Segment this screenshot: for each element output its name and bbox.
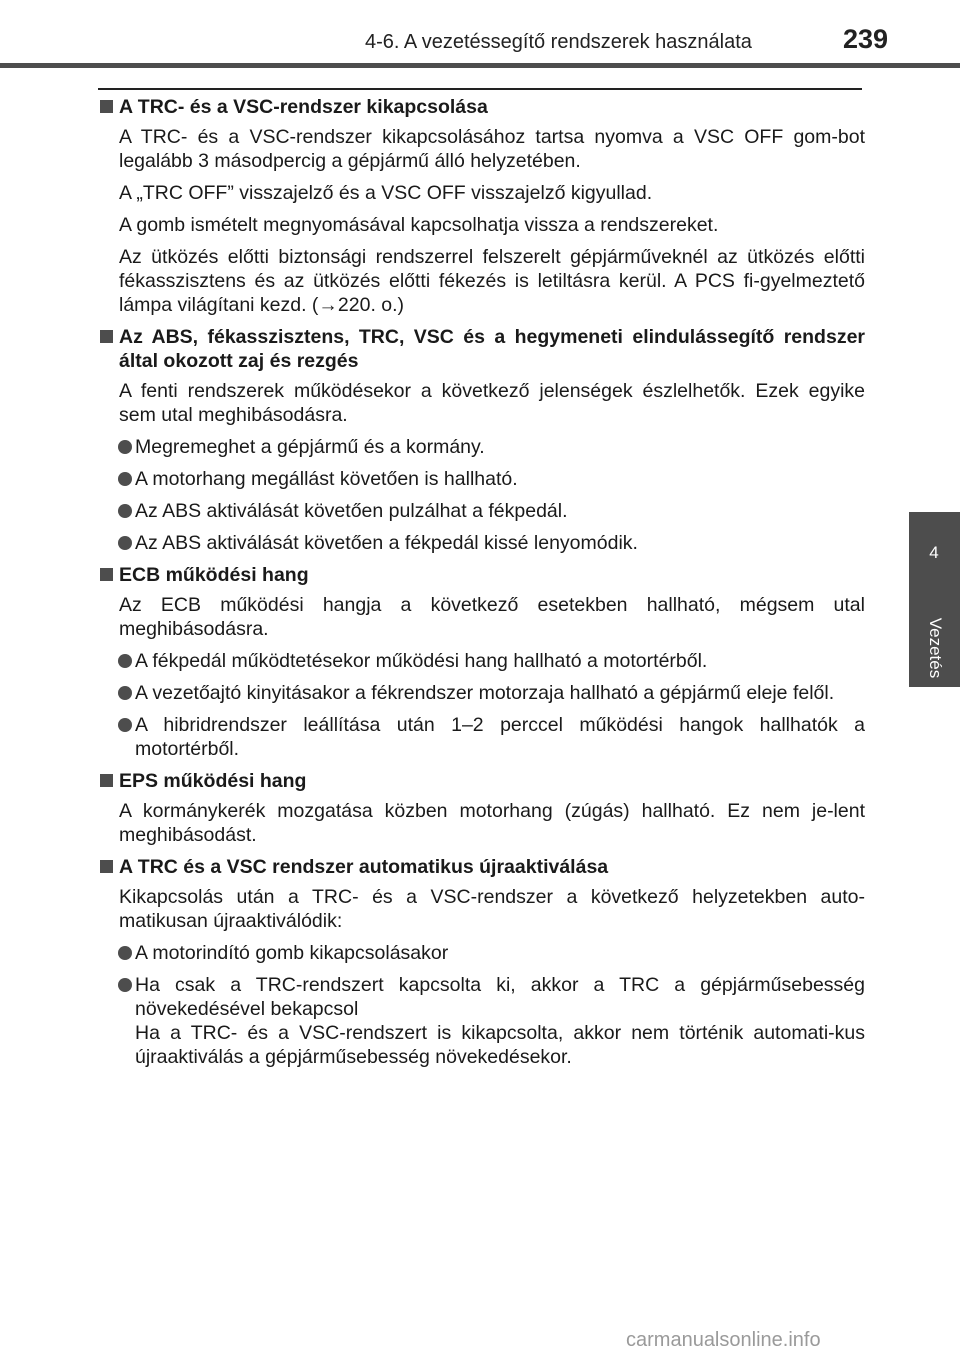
list-item: A motorhang megállást követően is hallható. [99,467,865,491]
list-item: Ha csak a TRC-rendszert kapcsolta ki, akkor a TRC a gépjárműsebesség növekedésével bekapcsol Ha a TRC- és a VSC-rendszert is kikapcsolta, akkor nem történik automati-kus újraaktiválás a gépjárműsebesség növekedésekor. [99,973,865,1069]
section-title: Az ABS, fékasszisztens, TRC, VSC és a hegymeneti elindulássegítő rendszer által okozott zaj és rezgés [99,325,865,373]
round-bullet-icon [118,686,132,700]
round-bullet-icon [118,504,132,518]
section-title: A TRC és a VSC rendszer automatikus újraaktiválása [99,855,865,879]
round-bullet-icon [118,978,132,992]
chapter-label: Vezetés [926,617,945,679]
square-bullet-icon [100,330,113,343]
paragraph: A „TRC OFF” visszajelző és a VSC OFF visszajelző kigyullad. [119,182,653,204]
round-bullet-icon [118,472,132,486]
round-bullet-icon [118,440,132,454]
list-item-note: Ha a TRC- és a VSC-rendszert is kikapcsolta, akkor nem történik automati-kus újraaktiválás a gépjárműsebesség növekedésekor. [135,1022,865,1068]
section-title: A TRC- és a VSC-rendszer kikapcsolása [99,95,865,119]
paragraph: A fenti rendszerek működésekor a következő jelenségek észlelhetők. Ezek egyike sem utal meghibásodásra. [119,380,865,426]
square-bullet-icon [100,860,113,873]
page-content [99,95,865,1077]
running-header-title: 4-6. A vezetéssegítő rendszerek használata [365,31,752,53]
round-bullet-icon [118,946,132,960]
round-bullet-icon [118,536,132,550]
watermark: carmanualsonline.info [626,1329,821,1351]
list-item: A fékpedál működtetésekor működési hang hallható a motortérből. [99,649,865,673]
round-bullet-icon [118,718,132,732]
paragraph: Az ütközés előtti biztonsági rendszerrel felszerelt gépjárműveknél az ütközés előtti fékasszisztens és az ütközés előtti fékezés is letiltásra kerül. A PCS fi-gyelmeztető lámpa világítani kezd. (→220. o.) [119,246,865,316]
section-noise-vibration [99,325,865,555]
section-title: EPS működési hang [99,769,865,793]
section-trc-vsc-off [99,95,865,317]
section-eps-sound [99,769,865,847]
list-item: Az ABS aktiválását követően pulzálhat a fékpedál. [99,499,865,523]
paragraph: Kikapcsolás után a TRC- és a VSC-rendszer a következő helyzetekben auto-matikusan újraaktiválódik: [119,886,865,932]
square-bullet-icon [100,774,113,787]
content-top-rule [98,88,862,90]
chapter-number: 4 [929,543,939,562]
section-auto-reactivation [99,855,865,1069]
list-item: A hibridrendszer leállítása után 1–2 perccel működési hangok hallhatók a motortérből. [99,713,865,761]
section-ecb-sound [99,563,865,761]
paragraph: A gomb ismételt megnyomásával kapcsolhatja vissza a rendszereket. [119,214,719,236]
header-rule [0,63,960,68]
paragraph: A kormánykerék mozgatása közben motorhang (zúgás) hallható. Ez nem je-lent meghibásodást. [119,800,865,846]
paragraph: A TRC- és a VSC-rendszer kikapcsolásához tartsa nyomva a VSC OFF gom-bot legalább 3 másodpercig a gépjármű álló helyzetében. [119,126,865,172]
list-item: Az ABS aktiválását követően a fékpedál kissé lenyomódik. [99,531,865,555]
paragraph: Az ECB működési hangja a következő esetekben hallható, mégsem utal meghibásodásra. [119,594,865,640]
section-title: ECB működési hang [99,563,865,587]
round-bullet-icon [118,654,132,668]
list-item: A vezetőajtó kinyitásakor a fékrendszer motorzaja hallható a gépjármű eleje felől. [99,681,865,705]
square-bullet-icon [100,568,113,581]
list-item: A motorindító gomb kikapcsolásakor [99,941,865,965]
page-number: 239 [843,24,889,54]
square-bullet-icon [100,100,113,113]
list-item: Megremeghet a gépjármű és a kormány. [99,435,865,459]
